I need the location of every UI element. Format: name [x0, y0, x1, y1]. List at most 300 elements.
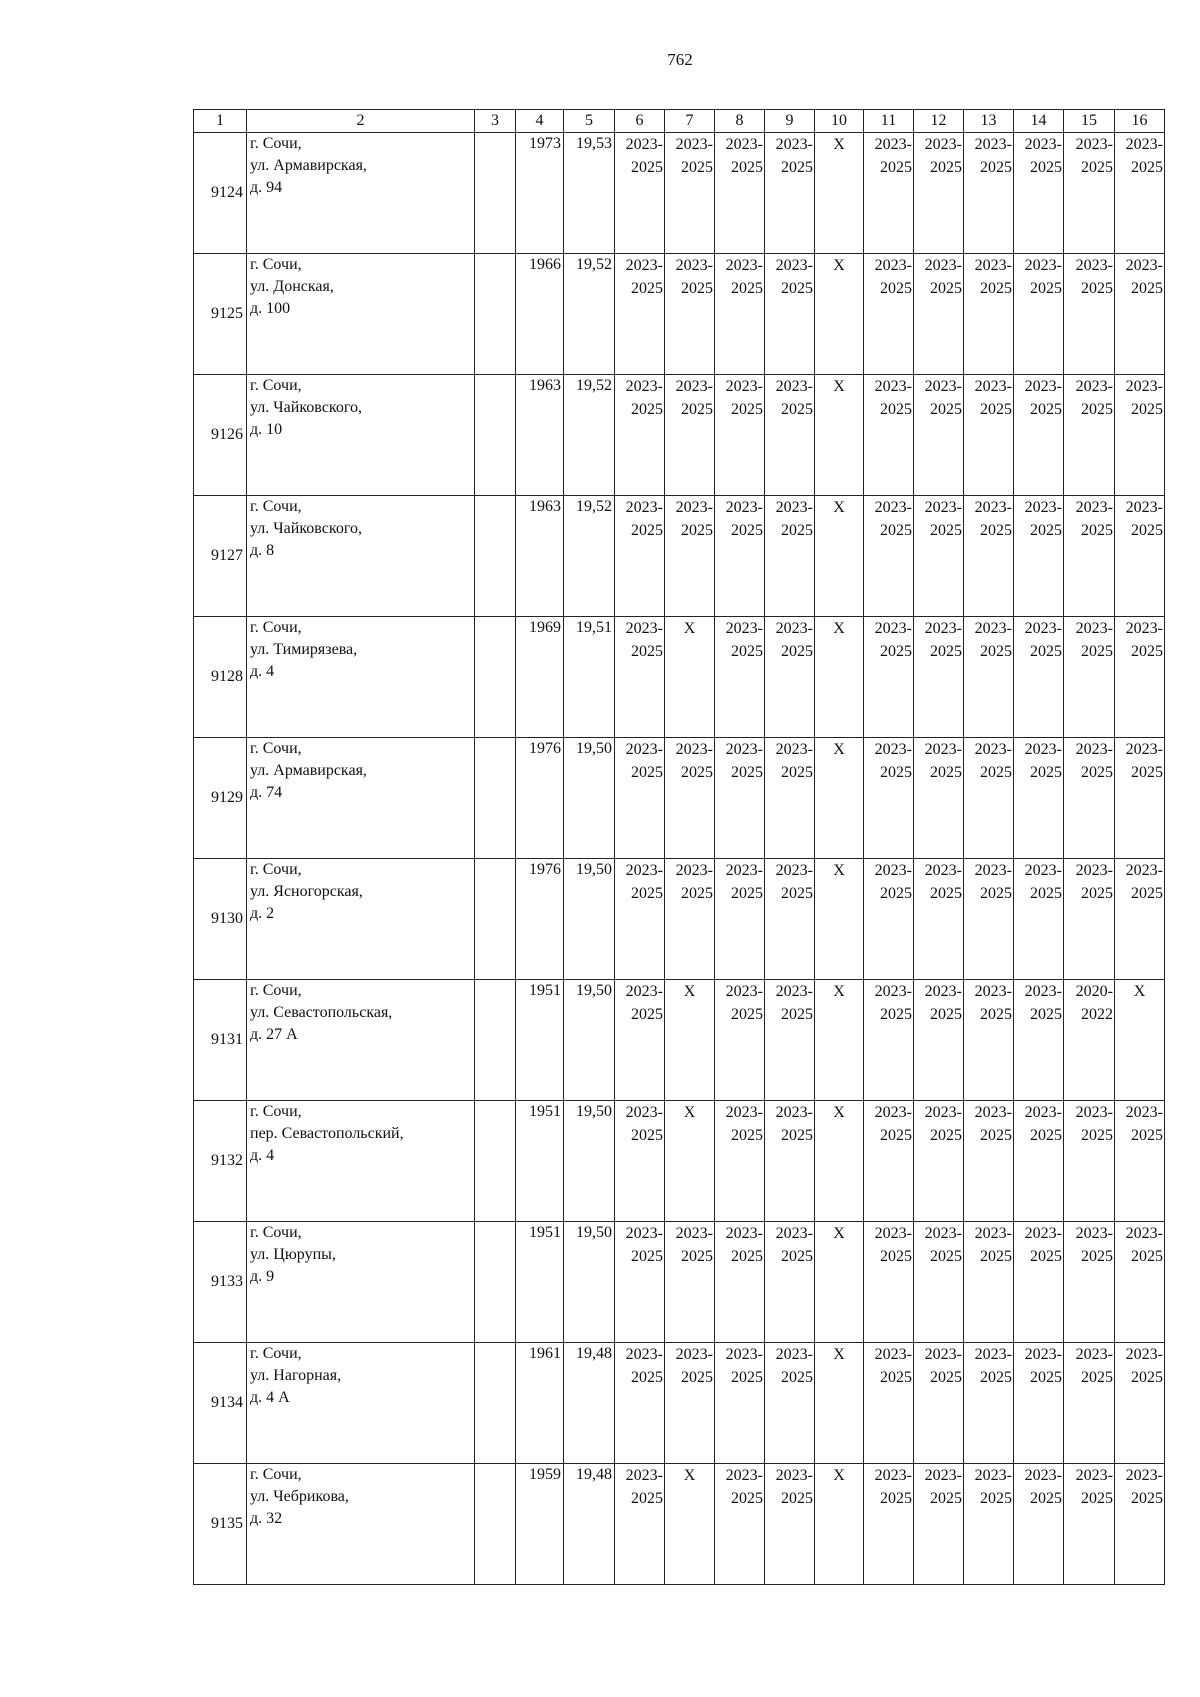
period-line: 2023-: [974, 1225, 1012, 1242]
period-cell: [914, 738, 964, 859]
row-number: 9131: [194, 980, 247, 1101]
period-cell: [1064, 1343, 1115, 1464]
period-cell: [715, 1222, 765, 1343]
period-line: 2025: [1131, 1490, 1163, 1507]
period-line: 2023-: [625, 257, 663, 274]
column-header-1: 1: [194, 110, 247, 133]
period-line: 2023-: [1075, 1104, 1113, 1121]
period-cell: [1014, 1222, 1064, 1343]
period-cell: [1064, 133, 1115, 254]
period-line: 2023-: [725, 1346, 763, 1363]
period-cell: [1115, 859, 1165, 980]
period-line: 2023-: [924, 1225, 962, 1242]
period-cell: [1064, 1464, 1115, 1585]
address-cell: [247, 1464, 475, 1585]
period-cell: [914, 254, 964, 375]
period-line: 2023-: [874, 1104, 912, 1121]
period-cell: [1014, 254, 1064, 375]
period-line: 2025: [631, 764, 663, 781]
period-line: 2023-: [775, 378, 813, 395]
period-line: 2023-: [625, 1467, 663, 1484]
address-line: д. 27 А: [250, 1026, 298, 1043]
table-row: [194, 1343, 1165, 1464]
period-line: 2025: [930, 1248, 962, 1265]
period-line: 2025: [930, 280, 962, 297]
period-cell: [964, 1464, 1014, 1585]
period-line: 2025: [731, 522, 763, 539]
table-row: [194, 980, 1165, 1101]
period-cell: [964, 1343, 1014, 1464]
period-line: 2023-: [725, 257, 763, 274]
value-cell: 19,52: [564, 254, 615, 375]
period-line: 2025: [631, 643, 663, 660]
address-cell: [247, 1222, 475, 1343]
period-line: 2023-: [675, 257, 713, 274]
period-line: 2023-: [725, 136, 763, 153]
period-line: 2023-: [675, 862, 713, 879]
table-row: [194, 1464, 1165, 1585]
period-cell: [914, 133, 964, 254]
period-cell: [1014, 1464, 1064, 1585]
period-line: 2023-: [625, 1225, 663, 1242]
period-line: 2023-: [725, 862, 763, 879]
period-line: 2025: [880, 1369, 912, 1386]
period-line: 2025: [681, 280, 713, 297]
period-cell: [1014, 375, 1064, 496]
period-line: 2023-: [924, 983, 962, 1000]
address-line: ул. Нагорная,: [250, 1367, 342, 1384]
period-cell: [665, 375, 715, 496]
period-line: 2023-: [974, 378, 1012, 395]
period-line: 2025: [1030, 643, 1062, 660]
address-line: г. Сочи,: [250, 740, 302, 757]
period-cell: [765, 738, 815, 859]
period-line: 2023-: [1075, 257, 1113, 274]
period-cell: [665, 1343, 715, 1464]
period-line: 2023-: [874, 862, 912, 879]
period-cell: [864, 254, 914, 375]
period-cell: [1064, 859, 1115, 980]
address-line: пер. Севастопольский,: [250, 1125, 404, 1142]
period-cell: [864, 496, 914, 617]
period-line: 2025: [1081, 1369, 1113, 1386]
period-cell: [715, 617, 765, 738]
address-line: ул. Армавирская,: [250, 762, 367, 779]
period-line: 2023-: [874, 620, 912, 637]
address-line: д. 10: [250, 421, 283, 438]
empty-cell: [475, 254, 516, 375]
not-applicable-cell: Х: [815, 496, 864, 617]
address-line: д. 4: [250, 663, 275, 680]
address-line: д. 4 А: [250, 1389, 290, 1406]
period-line: 2025: [1030, 522, 1062, 539]
period-cell: [715, 496, 765, 617]
table-row: [194, 496, 1165, 617]
period-cell: [765, 496, 815, 617]
column-header-13: 13: [964, 110, 1014, 133]
period-line: 2023-: [1125, 1346, 1163, 1363]
table-row: [194, 1222, 1165, 1343]
period-cell: [1115, 1101, 1165, 1222]
row-number: 9129: [194, 738, 247, 859]
period-cell: [765, 375, 815, 496]
period-line: 2023-: [874, 257, 912, 274]
period-cell: [964, 859, 1014, 980]
period-line: 2023-: [974, 257, 1012, 274]
period-cell: [914, 1464, 964, 1585]
address-line: г. Сочи,: [250, 498, 302, 515]
address-line: г. Сочи,: [250, 1345, 302, 1362]
period-line: 2025: [1131, 280, 1163, 297]
year-cell: 1959: [516, 1464, 564, 1585]
period-line: 2023-: [874, 499, 912, 516]
period-line: 2023-: [874, 136, 912, 153]
period-line: 2023-: [725, 620, 763, 637]
period-cell: [665, 133, 715, 254]
address-line: ул. Чайковского,: [250, 399, 362, 416]
period-cell: [914, 375, 964, 496]
period-line: 2025: [681, 159, 713, 176]
period-cell: [864, 133, 914, 254]
period-line: 2025: [1030, 1006, 1062, 1023]
period-line: 2023-: [1024, 378, 1062, 395]
period-line: 2023-: [675, 1225, 713, 1242]
period-cell: [615, 1464, 665, 1585]
period-cell: [765, 980, 815, 1101]
period-line: 2025: [781, 401, 813, 418]
table-row: [194, 133, 1165, 254]
year-cell: 1969: [516, 617, 564, 738]
period-cell: [715, 738, 765, 859]
period-line: 2025: [631, 280, 663, 297]
period-line: 2025: [1081, 1248, 1113, 1265]
period-cell: [615, 617, 665, 738]
period-line: 2025: [1030, 764, 1062, 781]
address-cell: [247, 496, 475, 617]
period-line: 2025: [731, 643, 763, 660]
period-cell: [1115, 1343, 1165, 1464]
year-cell: 1951: [516, 1222, 564, 1343]
row-number: 9128: [194, 617, 247, 738]
period-cell: [715, 1464, 765, 1585]
address-line: ул. Армавирская,: [250, 157, 367, 174]
period-cell: [914, 1343, 964, 1464]
period-line: 2025: [1081, 764, 1113, 781]
column-header-7: 7: [665, 110, 715, 133]
address-line: д. 32: [250, 1510, 283, 1527]
empty-cell: [475, 1464, 516, 1585]
period-line: 2023-: [1125, 862, 1163, 879]
not-applicable-cell: Х: [815, 738, 864, 859]
period-line: 2025: [1030, 159, 1062, 176]
period-line: 2023-: [974, 983, 1012, 1000]
period-cell: [1014, 859, 1064, 980]
address-line: г. Сочи,: [250, 256, 302, 273]
period-line: 2023-: [1075, 1346, 1113, 1363]
period-line: 2025: [1131, 643, 1163, 660]
period-line: 2025: [1081, 1490, 1113, 1507]
period-cell: [864, 1101, 914, 1222]
table-row: [194, 375, 1165, 496]
period-line: 2025: [781, 1490, 813, 1507]
period-line: 2023-: [625, 983, 663, 1000]
period-line: 2023-: [675, 378, 713, 395]
period-line: 2023-: [625, 1104, 663, 1121]
period-line: 2023-: [974, 862, 1012, 879]
period-cell: [964, 133, 1014, 254]
period-line: 2023-: [924, 257, 962, 274]
column-header-12: 12: [914, 110, 964, 133]
period-line: 2023-: [974, 1346, 1012, 1363]
period-cell: [964, 738, 1014, 859]
period-cell: [864, 375, 914, 496]
period-line: 2023-: [1024, 257, 1062, 274]
address-line: ул. Чайковского,: [250, 520, 362, 537]
period-cell: [665, 1222, 715, 1343]
period-cell: [1115, 1222, 1165, 1343]
period-cell: [914, 1101, 964, 1222]
period-line: 2023-: [675, 499, 713, 516]
period-line: 2023-: [1024, 1467, 1062, 1484]
address-line: д. 94: [250, 179, 283, 196]
period-line: 2025: [1081, 280, 1113, 297]
column-header-6: 6: [615, 110, 665, 133]
period-line: 2025: [1131, 1127, 1163, 1144]
period-line: 2023-: [775, 136, 813, 153]
period-line: 2025: [1131, 1369, 1163, 1386]
address-line: ул. Ясногорская,: [250, 883, 363, 900]
period-line: 2023-: [1125, 1467, 1163, 1484]
period-line: 2023-: [725, 1104, 763, 1121]
period-cell: [1014, 1101, 1064, 1222]
period-line: 2023-: [974, 136, 1012, 153]
not-applicable-cell: Х: [815, 859, 864, 980]
value-cell: 19,50: [564, 1222, 615, 1343]
period-line: 2023-: [775, 1104, 813, 1121]
period-cell: [964, 617, 1014, 738]
period-line: 2023-: [874, 1467, 912, 1484]
header-row: [194, 110, 1165, 133]
period-line: 2025: [781, 280, 813, 297]
period-cell: [715, 133, 765, 254]
period-cell: [1064, 980, 1115, 1101]
period-line: 2025: [731, 764, 763, 781]
period-cell: [1014, 980, 1064, 1101]
period-cell: [1064, 617, 1115, 738]
period-cell: [665, 254, 715, 375]
column-header-9: 9: [765, 110, 815, 133]
period-cell: [715, 980, 765, 1101]
period-cell: [765, 1343, 815, 1464]
period-line: 2023-: [775, 1225, 813, 1242]
period-line: 2025: [930, 1006, 962, 1023]
period-line: 2023-: [874, 378, 912, 395]
period-line: 2023-: [725, 378, 763, 395]
period-line: 2023-: [1125, 378, 1163, 395]
address-cell: [247, 980, 475, 1101]
period-line: 2023-: [924, 378, 962, 395]
period-cell: [864, 1222, 914, 1343]
not-applicable-cell: Х: [1115, 980, 1165, 1101]
empty-cell: [475, 1101, 516, 1222]
period-line: 2025: [731, 1248, 763, 1265]
period-line: 2025: [980, 1490, 1012, 1507]
period-line: 2023-: [1024, 741, 1062, 758]
period-line: 2023-: [625, 499, 663, 516]
table-body: [194, 110, 1165, 1585]
period-line: 2025: [781, 159, 813, 176]
not-applicable-cell: Х: [815, 1101, 864, 1222]
period-line: 2025: [980, 643, 1012, 660]
period-line: 2025: [980, 159, 1012, 176]
address-cell: [247, 1343, 475, 1464]
period-cell: [1115, 738, 1165, 859]
period-line: 2023-: [924, 499, 962, 516]
period-line: 2023-: [775, 499, 813, 516]
period-cell: [1064, 375, 1115, 496]
empty-cell: [475, 375, 516, 496]
period-line: 2025: [980, 1006, 1012, 1023]
row-number: 9124: [194, 133, 247, 254]
period-line: 2023-: [625, 741, 663, 758]
not-applicable-cell: Х: [815, 1222, 864, 1343]
period-line: 2025: [631, 159, 663, 176]
period-line: 2023-: [924, 1346, 962, 1363]
period-line: 2025: [1081, 643, 1113, 660]
period-line: 2025: [930, 522, 962, 539]
column-header-10: 10: [815, 110, 864, 133]
value-cell: 19,48: [564, 1343, 615, 1464]
address-cell: [247, 1101, 475, 1222]
period-line: 2023-: [974, 620, 1012, 637]
period-line: 2025: [681, 401, 713, 418]
period-line: 2025: [681, 522, 713, 539]
period-line: 2025: [1131, 1248, 1163, 1265]
value-cell: 19,50: [564, 859, 615, 980]
period-cell: [1115, 496, 1165, 617]
period-cell: [715, 1343, 765, 1464]
period-line: 2025: [731, 401, 763, 418]
period-line: 2025: [681, 1248, 713, 1265]
period-cell: [715, 1101, 765, 1222]
empty-cell: [475, 496, 516, 617]
period-cell: [914, 980, 964, 1101]
period-line: 2025: [1131, 522, 1163, 539]
period-line: 2023-: [924, 741, 962, 758]
period-cell: [615, 133, 665, 254]
period-cell: [914, 617, 964, 738]
period-cell: [615, 1101, 665, 1222]
address-cell: [247, 375, 475, 496]
period-line: 2023-: [1075, 499, 1113, 516]
period-line: 2025: [1131, 159, 1163, 176]
empty-cell: [475, 738, 516, 859]
address-cell: [247, 859, 475, 980]
period-line: 2023-: [775, 1467, 813, 1484]
period-line: 2025: [880, 1006, 912, 1023]
period-cell: [1014, 738, 1064, 859]
period-cell: [1064, 1101, 1115, 1222]
period-line: 2025: [880, 159, 912, 176]
period-cell: [615, 738, 665, 859]
period-line: 2025: [781, 1127, 813, 1144]
period-line: 2025: [1081, 159, 1113, 176]
value-cell: 19,52: [564, 496, 615, 617]
year-cell: 1963: [516, 375, 564, 496]
not-applicable-cell: Х: [665, 617, 715, 738]
period-cell: [765, 859, 815, 980]
period-cell: [615, 496, 665, 617]
address-line: ул. Донская,: [250, 278, 334, 295]
period-line: 2023-: [924, 862, 962, 879]
period-line: 2023-: [974, 1467, 1012, 1484]
period-line: 2025: [631, 1490, 663, 1507]
address-line: г. Сочи,: [250, 1103, 302, 1120]
period-line: 2023-: [625, 620, 663, 637]
period-line: 2025: [1030, 1369, 1062, 1386]
period-line: 2025: [631, 1248, 663, 1265]
period-cell: [1064, 254, 1115, 375]
period-cell: [615, 375, 665, 496]
period-line: 2025: [731, 1127, 763, 1144]
address-line: г. Сочи,: [250, 861, 302, 878]
address-line: д. 9: [250, 1268, 275, 1285]
period-cell: [914, 1222, 964, 1343]
period-cell: [615, 1222, 665, 1343]
table-row: [194, 254, 1165, 375]
period-line: 2023-: [1125, 257, 1163, 274]
year-cell: 1976: [516, 859, 564, 980]
period-line: 2025: [880, 1127, 912, 1144]
period-line: 2025: [731, 280, 763, 297]
period-line: 2023-: [874, 741, 912, 758]
period-line: 2025: [1030, 280, 1062, 297]
period-line: 2025: [631, 401, 663, 418]
row-number: 9126: [194, 375, 247, 496]
period-line: 2023-: [1125, 1104, 1163, 1121]
period-line: 2025: [781, 1369, 813, 1386]
period-line: 2025: [930, 1127, 962, 1144]
period-line: 2025: [731, 159, 763, 176]
row-number: 9132: [194, 1101, 247, 1222]
period-line: 2023-: [625, 136, 663, 153]
not-applicable-cell: Х: [665, 1101, 715, 1222]
address-cell: [247, 254, 475, 375]
period-cell: [1115, 375, 1165, 496]
period-cell: [1064, 1222, 1115, 1343]
period-line: 2023-: [775, 983, 813, 1000]
period-cell: [765, 254, 815, 375]
period-line: 2025: [980, 401, 1012, 418]
period-cell: [1115, 617, 1165, 738]
not-applicable-cell: Х: [665, 980, 715, 1101]
period-line: 2023-: [974, 741, 1012, 758]
address-line: г. Сочи,: [250, 377, 302, 394]
period-cell: [715, 254, 765, 375]
address-line: г. Сочи,: [250, 1466, 302, 1483]
period-line: 2025: [980, 1127, 1012, 1144]
period-line: 2023-: [775, 741, 813, 758]
period-line: 2025: [980, 280, 1012, 297]
period-cell: [1014, 496, 1064, 617]
year-cell: 1961: [516, 1343, 564, 1464]
column-header-4: 4: [516, 110, 564, 133]
period-line: 2023-: [775, 1346, 813, 1363]
period-line: 2023-: [1125, 1225, 1163, 1242]
period-cell: [964, 254, 1014, 375]
period-line: 2025: [1131, 764, 1163, 781]
period-line: 2023-: [775, 862, 813, 879]
